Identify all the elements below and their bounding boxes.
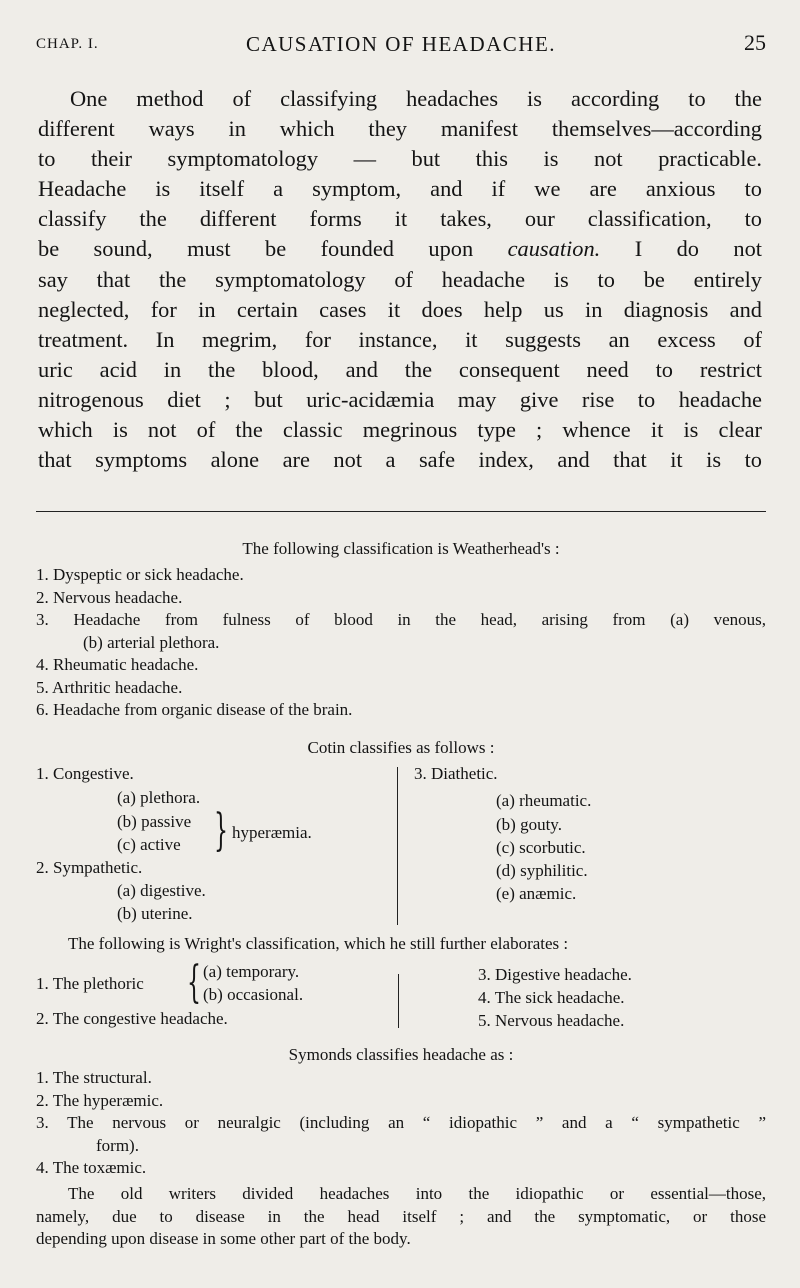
paragraph-line: which is not of the classic megrinous type ; whence it is clear: [38, 417, 762, 443]
cotin-sub-3c: (c) scorbutic.: [496, 838, 586, 857]
cotin-heading: Cotin classifies as follows :: [307, 738, 495, 757]
column-divider: [397, 767, 398, 925]
list-item: 3. Headache from fulness of blood in the head, arising from (a) venous,: [36, 610, 766, 629]
wright-heading: The following is Wright's classification, which he still further elaborates :: [68, 934, 569, 953]
chapter-label: CHAP. I.: [36, 36, 99, 52]
wright-item-1: 1. The plethoric: [36, 974, 144, 993]
cotin-sub-3e: (e) anæmic.: [496, 884, 577, 903]
wright-item-5: 5. Nervous headache.: [478, 1011, 625, 1030]
paragraph-line: uric acid in the blood, and the consequent need to restrict: [38, 356, 762, 382]
right-brace-icon: }: [214, 805, 228, 856]
italic-causation: causation.: [507, 236, 601, 262]
cotin-item-2: 2. Sympathetic.: [36, 858, 143, 877]
closing-line: The old writers divided headaches into the idiopathic or essential—those,: [68, 1184, 766, 1203]
symonds-heading: Symonds classifies headache as :: [288, 1045, 514, 1064]
weatherhead-list: [36, 564, 766, 722]
footnote-rule: [36, 511, 766, 512]
cotin-sub-2a: (a) digestive.: [117, 881, 206, 900]
cotin-sub-1b: (b) passive: [117, 812, 192, 831]
list-item: 2. The hyperæmic.: [36, 1090, 164, 1110]
paragraph-line: nitrogenous diet ; but uric-acidæmia may give rise to headache: [38, 386, 762, 412]
paragraph-line: treatment. In megrim, for instance, it suggests an excess of: [38, 326, 762, 352]
cotin-item-1: 1. Congestive.: [36, 764, 134, 783]
wright-item-4: 4. The sick headache.: [478, 988, 625, 1007]
paragraph-line: Headache is itself a symptom, and if we are anxious to: [38, 176, 762, 202]
cotin-item-3: 3. Diathetic.: [414, 764, 498, 783]
list-item-continuation: form).: [96, 1135, 139, 1155]
paragraph-line: say that the symptomatology of headache is to be entirely: [38, 266, 762, 292]
paragraph-line-6-tail: I do not: [634, 236, 762, 262]
paragraph-line: One method of classifying headaches is according to the: [70, 86, 762, 111]
cotin-sub-3a: (a) rheumatic.: [496, 791, 592, 810]
cotin-hyperaemia: hyperæmia.: [232, 823, 312, 842]
list-item: 1. Dyspeptic or sick headache.: [36, 565, 244, 584]
cotin-sub-3d: (d) syphilitic.: [496, 861, 588, 880]
list-item: 4. The toxæmic.: [36, 1158, 147, 1177]
cotin-sub-1a: (a) plethora.: [117, 788, 201, 807]
list-item: 2. Nervous headache.: [36, 587, 183, 607]
paragraph-line: neglected, for in certain cases it does help us in diagnosis and: [38, 296, 762, 322]
page-number: 25: [744, 30, 766, 55]
paragraph-line: classify the different forms it takes, our classification, to: [38, 206, 762, 232]
paragraph-line: that symptoms alone are not a safe index, and that it is to: [38, 447, 762, 473]
list-item-continuation: (b) arterial plethora.: [83, 632, 220, 652]
running-header: [36, 30, 766, 62]
wright-item-1a: (a) temporary.: [203, 962, 300, 981]
wright-item-1b: (b) occasional.: [203, 985, 304, 1004]
left-brace-icon: {: [187, 957, 201, 1008]
main-paragraph: [38, 84, 762, 475]
cotin-sub-3b: (b) gouty.: [496, 815, 562, 834]
list-item: 3. The nervous or neuralgic (including an “ idiopathic ” and a “ sympathetic ”: [36, 1113, 766, 1132]
running-title: CAUSATION OF HEADACHE.: [245, 32, 557, 56]
list-item: 6. Headache from organic disease of the brain.: [36, 700, 353, 719]
paragraph-line-6-start: be sound, must be founded upon: [38, 236, 474, 262]
list-item: 4. Rheumatic headache.: [36, 655, 199, 674]
cotin-sub-1c: (c) active: [117, 835, 181, 854]
closing-line: namely, due to disease in the head itself ; and the symptomatic, or those: [36, 1206, 766, 1226]
wright-item-3: 3. Digestive headache.: [478, 965, 632, 984]
closing-paragraph: [36, 1183, 766, 1251]
wright-item-2: 2. The congestive headache.: [36, 1009, 228, 1028]
closing-line: depending upon disease in some other part of the body.: [36, 1229, 411, 1249]
symonds-list: [36, 1067, 766, 1180]
column-divider: [398, 974, 399, 1028]
weatherhead-heading: The following classification is Weatherhead's :: [242, 539, 560, 558]
cotin-sub-2b: (b) uterine.: [117, 904, 193, 923]
paragraph-line: to their symptomatology — but this is not practicable.: [38, 146, 762, 172]
list-item: 5. Arthritic headache.: [36, 677, 183, 697]
paragraph-line-6: [38, 234, 762, 264]
list-item: 1. The structural.: [36, 1068, 152, 1087]
paragraph-line: different ways in which they manifest themselves—according: [38, 116, 762, 142]
